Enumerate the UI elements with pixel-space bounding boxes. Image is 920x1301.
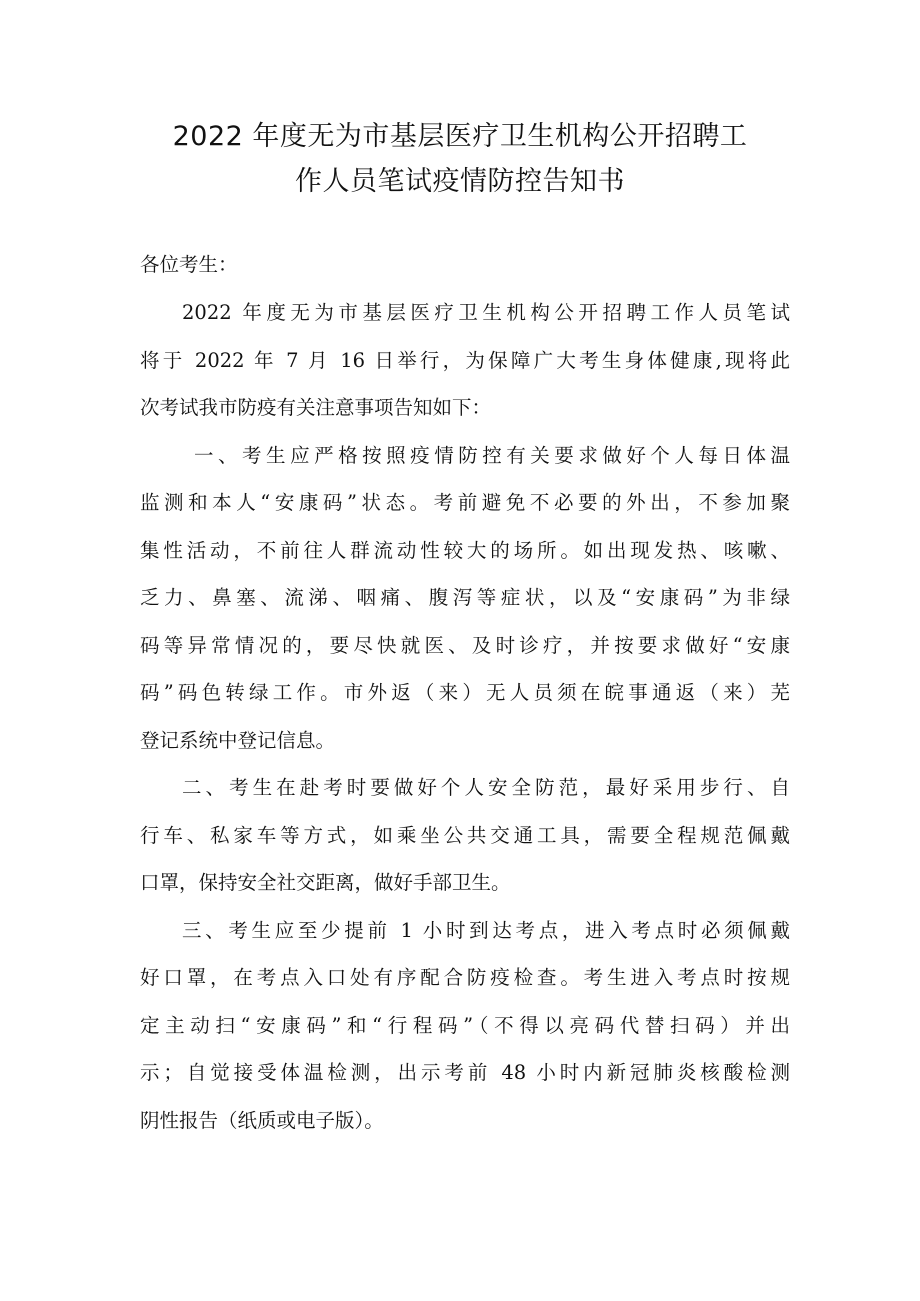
item-2-paragraph: [140, 764, 790, 907]
paragraph-line: 二、考生在赴考时要做好个人安全防范，最好采用步行、自: [182, 776, 790, 799]
paragraph-line: 码等异常情况的，要尽快就医、及时诊疗，并按要求做好“安康: [140, 633, 790, 657]
paragraph-line: 行车、私家车等方式，如乘坐公共交通工具，需要全程规范佩戴: [140, 823, 790, 847]
paragraph-line: 乏力、鼻塞、流涕、咽痛、腹泻等症状，以及“安康码”为非绿: [140, 586, 790, 609]
paragraph-line: 集性活动，不前往人群流动性较大的场所。如出现发热、咳嗽、: [140, 538, 790, 562]
document-title-line-1: 2022 年度无为市基层医疗卫生机构公开招聘工: [172, 121, 748, 152]
paragraph-line: 示；自觉接受体温检测，出示考前 48 小时内新冠肺炎核酸检测: [140, 1061, 790, 1084]
salutation: 各位考生：: [140, 253, 238, 276]
paragraph-line: 一、考生应严格按照疫情防控有关要求做好个人每日体温: [194, 443, 790, 467]
paragraph-line: 2022 年度无为市基层医疗卫生机构公开招聘工作人员笔试: [182, 301, 790, 324]
paragraph-line: 口罩，保持安全社交距离，做好手部卫生。: [140, 871, 511, 894]
paragraph-line: 监测和本人“安康码”状态。考前避免不必要的外出，不参加聚: [140, 491, 790, 514]
item-3-paragraph: [140, 907, 790, 1145]
paragraph-line: 好口罩，在考点入口处有序配合防疫检查。考生进入考点时按规: [140, 966, 790, 989]
paragraph-line: 次考试我市防疫有关注意事项告知如下：: [140, 396, 492, 419]
paragraph-line: 登记系统中登记信息。: [140, 728, 336, 752]
paragraph-line: 定主动扫“安康码”和“行程码”（不得以亮码代替扫码）并出: [140, 1013, 790, 1037]
paragraph-line: 将于 2022 年 7 月 16 日举行，为保障广大考生身体健康,现将此: [140, 348, 790, 372]
paragraph-line: 阴性报告（纸质或电子版）。: [140, 1108, 384, 1132]
paragraph-line: 码”码色转绿工作。市外返（来）无人员须在皖事通返（来）芜: [140, 681, 790, 704]
paragraph-line: 三、考生应至少提前 1 小时到达考点，进入考点时必须佩戴: [182, 918, 790, 942]
intro-paragraph: [140, 289, 790, 432]
item-1-paragraph: [140, 432, 790, 765]
document-title-line-2: 作人员笔试疫情防控告知书: [295, 166, 625, 197]
